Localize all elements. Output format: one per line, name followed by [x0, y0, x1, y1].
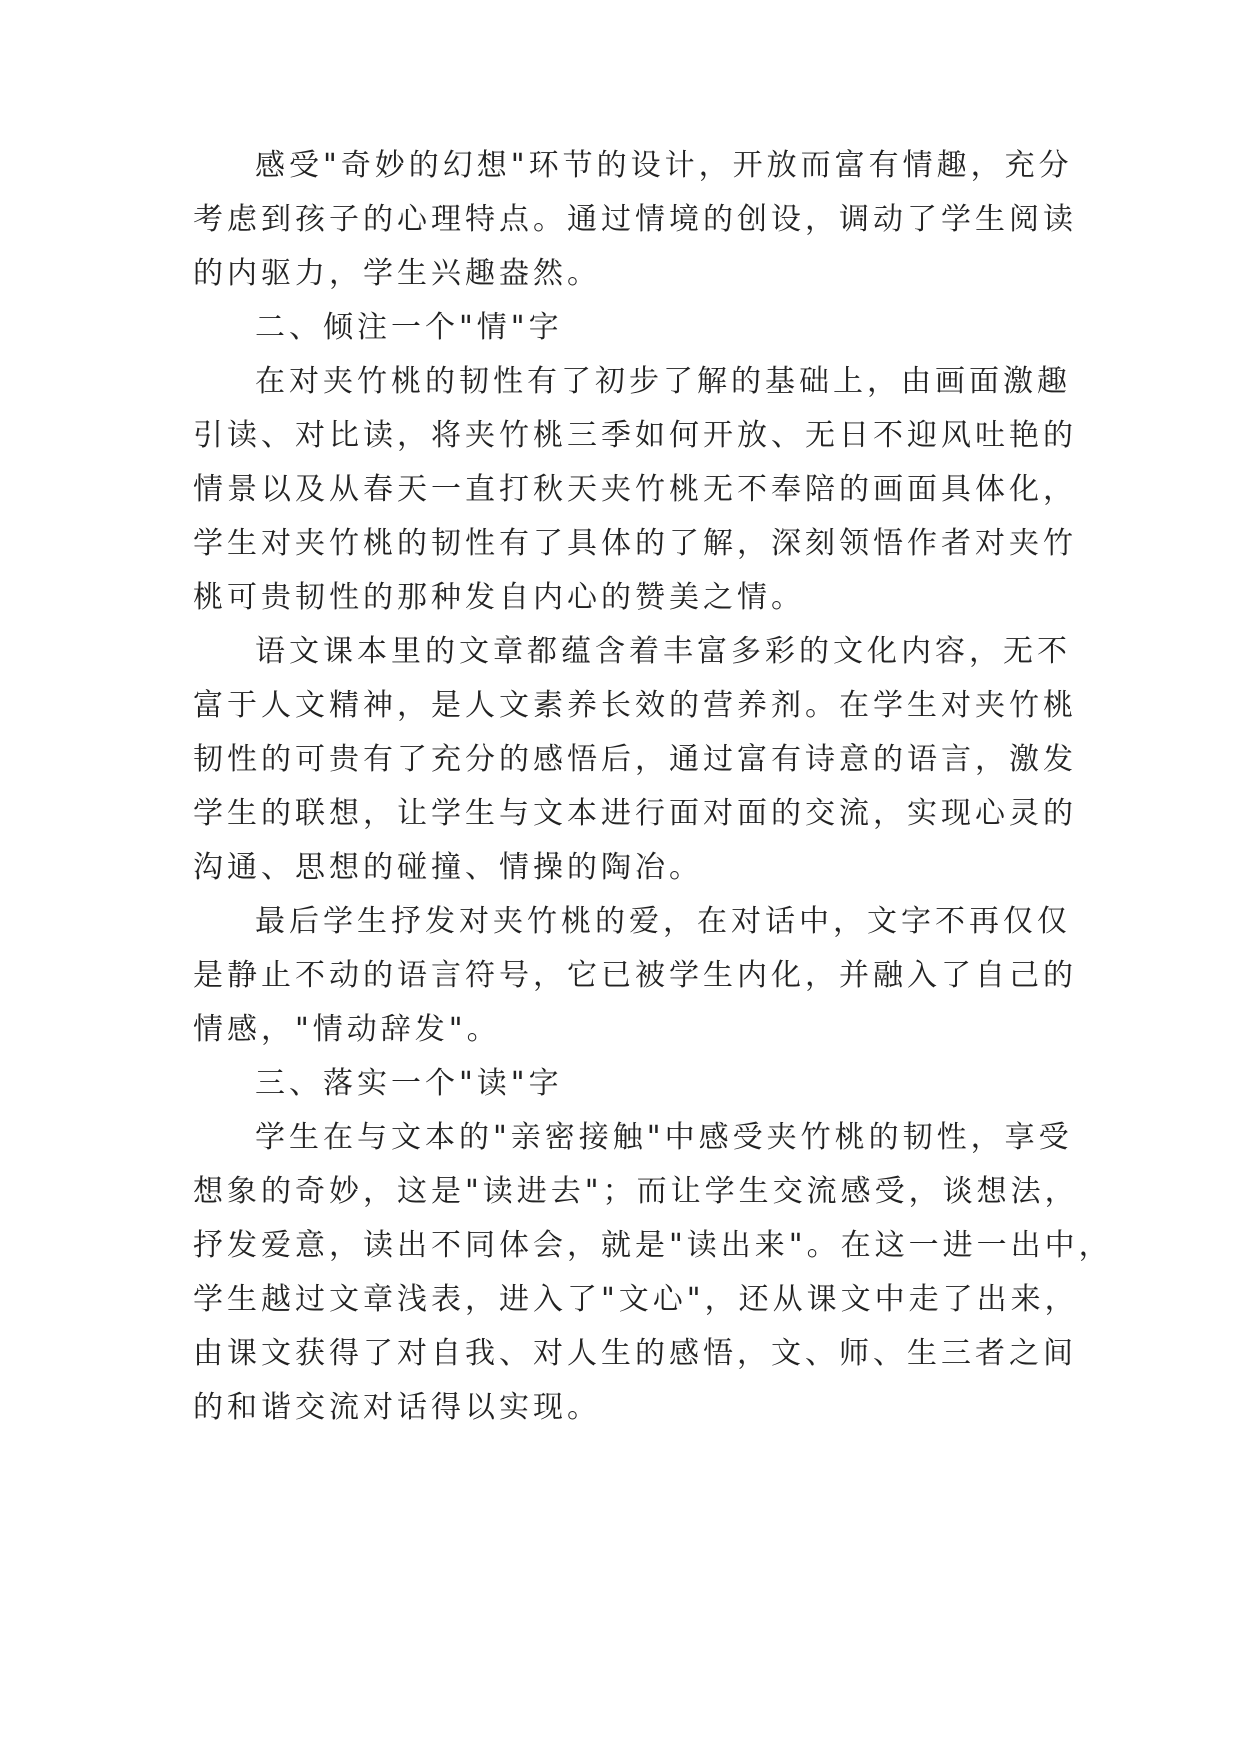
text-line: 韧性的可贵有了充分的感悟后，通过富有诗意的语言，激发 [193, 742, 1077, 777]
text-line: 学生越过文章浅表，进入了"文心"，还从课文中走了出来， [193, 1282, 1079, 1317]
text-line: 桃可贵韧性的那种发自内心的赞美之情。 [193, 580, 805, 615]
text-line: 引读、对比读，将夹竹桃三季如何开放、无日不迎风吐艳的 [193, 418, 1077, 453]
section-heading: 二、倾注一个"情"字 [255, 310, 563, 345]
section-heading: 三、落实一个"读"字 [255, 1066, 563, 1101]
text-line: 由课文获得了对自我、对人生的感悟，文、师、生三者之间 [193, 1336, 1077, 1371]
text-line: 富于人文精神，是人文素养长效的营养剂。在学生对夹竹桃 [193, 688, 1077, 723]
text-line: 学生在与文本的"亲密接触"中感受夹竹桃的韧性，享受 [255, 1120, 1073, 1155]
text-line: 的内驱力，学生兴趣盎然。 [193, 256, 601, 291]
text-line: 考虑到孩子的心理特点。通过情境的创设，调动了学生阅读 [193, 202, 1077, 237]
text-line: 的和谐交流对话得以实现。 [193, 1390, 601, 1425]
text-line: 想象的奇妙，这是"读进去"；而让学生交流感受，谈想法， [193, 1174, 1079, 1209]
text-line: 最后学生抒发对夹竹桃的爱，在对话中，文字不再仅仅 [255, 904, 1071, 939]
text-line: 学生的联想，让学生与文本进行面对面的交流，实现心灵的 [193, 796, 1077, 831]
text-line: 情感，"情动辞发"。 [193, 1012, 501, 1047]
text-line: 是静止不动的语言符号，它已被学生内化，并融入了自己的 [193, 958, 1077, 993]
text-line: 沟通、思想的碰撞、情操的陶冶。 [193, 850, 703, 885]
text-line: 学生对夹竹桃的韧性有了具体的了解，深刻领悟作者对夹竹 [193, 526, 1077, 561]
text-line: 在对夹竹桃的韧性有了初步了解的基础上，由画面激趣 [255, 364, 1071, 399]
text-line: 情景以及从春天一直打秋天夹竹桃无不奉陪的画面具体化， [193, 472, 1077, 507]
text-line: 语文课本里的文章都蕴含着丰富多彩的文化内容，无不 [255, 634, 1071, 669]
text-line: 感受"奇妙的幻想"环节的设计，开放而富有情趣，充分 [255, 148, 1073, 183]
text-line: 抒发爱意，读出不同体会，就是"读出来"。在这一进一出中， [193, 1228, 1113, 1263]
